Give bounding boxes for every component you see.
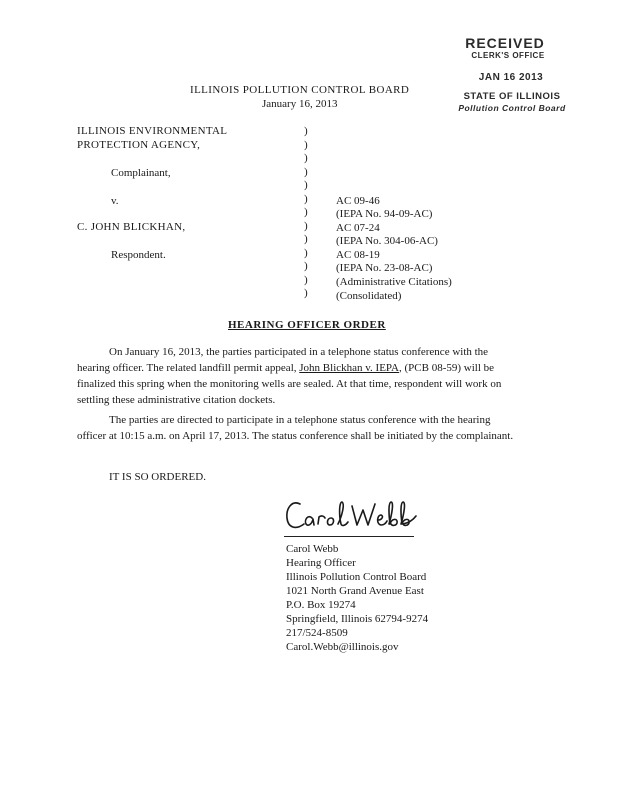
handwritten-signature — [282, 494, 422, 536]
stamp-state: STATE OF ILLINOIS — [463, 91, 561, 102]
stamp-date: JAN 16 2013 — [478, 72, 544, 83]
received-stamp — [440, 36, 570, 114]
signer-org: Illinois Pollution Control Board — [286, 571, 427, 583]
case-consolidated: (Consolidated) — [336, 290, 402, 302]
signer-pobox: P.O. Box 19274 — [286, 599, 356, 611]
respondent-name: C. JOHN BLICKHAN, — [77, 221, 186, 233]
signer-phone: 217/524-8509 — [286, 627, 348, 639]
case-number-2: AC 07-24 — [336, 222, 380, 234]
complainant-name-line1: ILLINOIS ENVIRONMENTAL — [77, 125, 228, 137]
signer-title: Hearing Officer — [286, 557, 356, 569]
complainant-name-line2: PROTECTION AGENCY, — [77, 139, 201, 151]
case-reference: John Blickhan v. IEPA — [299, 362, 399, 374]
caption-parentheses: ) ) ) ) ) ) ) ) ) ) ) ) ) — [304, 125, 308, 299]
order-date: January 16, 2013 — [262, 98, 338, 110]
signer-city: Springfield, Illinois 62794-9274 — [286, 613, 429, 625]
paragraph-2: The parties are directed to participate in a telephone status conference with the hearing officer at 10:15 a.m. on April 17, 2013. The status conference shall be initiated by the complainant. — [77, 414, 514, 442]
paragraph-1-text-b: , (PCB 08-59) will be finalized this spring when the monitoring wells are sealed. At that time, respondent will work on settling these administrative citation dockets. — [77, 362, 502, 406]
stamp-clerks-office: CLERK'S OFFICE — [471, 51, 545, 60]
stamp-board: Pollution Control Board — [458, 103, 566, 113]
order-title: HEARING OFFICER ORDER — [228, 319, 386, 331]
so-ordered: IT IS SO ORDERED. — [109, 471, 206, 483]
paragraph-1-text-a: On January 16, 2013, the parties participated in a telephone status conference with the hearing officer. The related landfill permit appeal, — [77, 346, 489, 374]
signer-name: Carol Webb — [286, 543, 339, 555]
signer-email[interactable]: Carol.Webb@illinois.gov — [286, 641, 399, 653]
case-number-1: AC 09-46 — [336, 195, 380, 207]
board-name: ILLINOIS POLLUTION CONTROL BOARD — [190, 84, 410, 96]
case-iepa-3: (IEPA No. 23-08-AC) — [336, 262, 433, 274]
signer-street: 1021 North Grand Avenue East — [286, 585, 424, 597]
case-iepa-1: (IEPA No. 94-09-AC) — [336, 208, 433, 220]
case-number-3: AC 08-19 — [336, 249, 380, 261]
signature-line — [284, 536, 414, 537]
respondent-role: Respondent. — [111, 249, 166, 261]
paragraph-1 — [77, 344, 521, 408]
case-type: (Administrative Citations) — [336, 276, 452, 288]
complainant-role: Complainant, — [111, 167, 171, 179]
versus: v. — [111, 195, 119, 207]
stamp-received: RECEIVED — [465, 35, 545, 51]
case-iepa-2: (IEPA No. 304-06-AC) — [336, 235, 438, 247]
